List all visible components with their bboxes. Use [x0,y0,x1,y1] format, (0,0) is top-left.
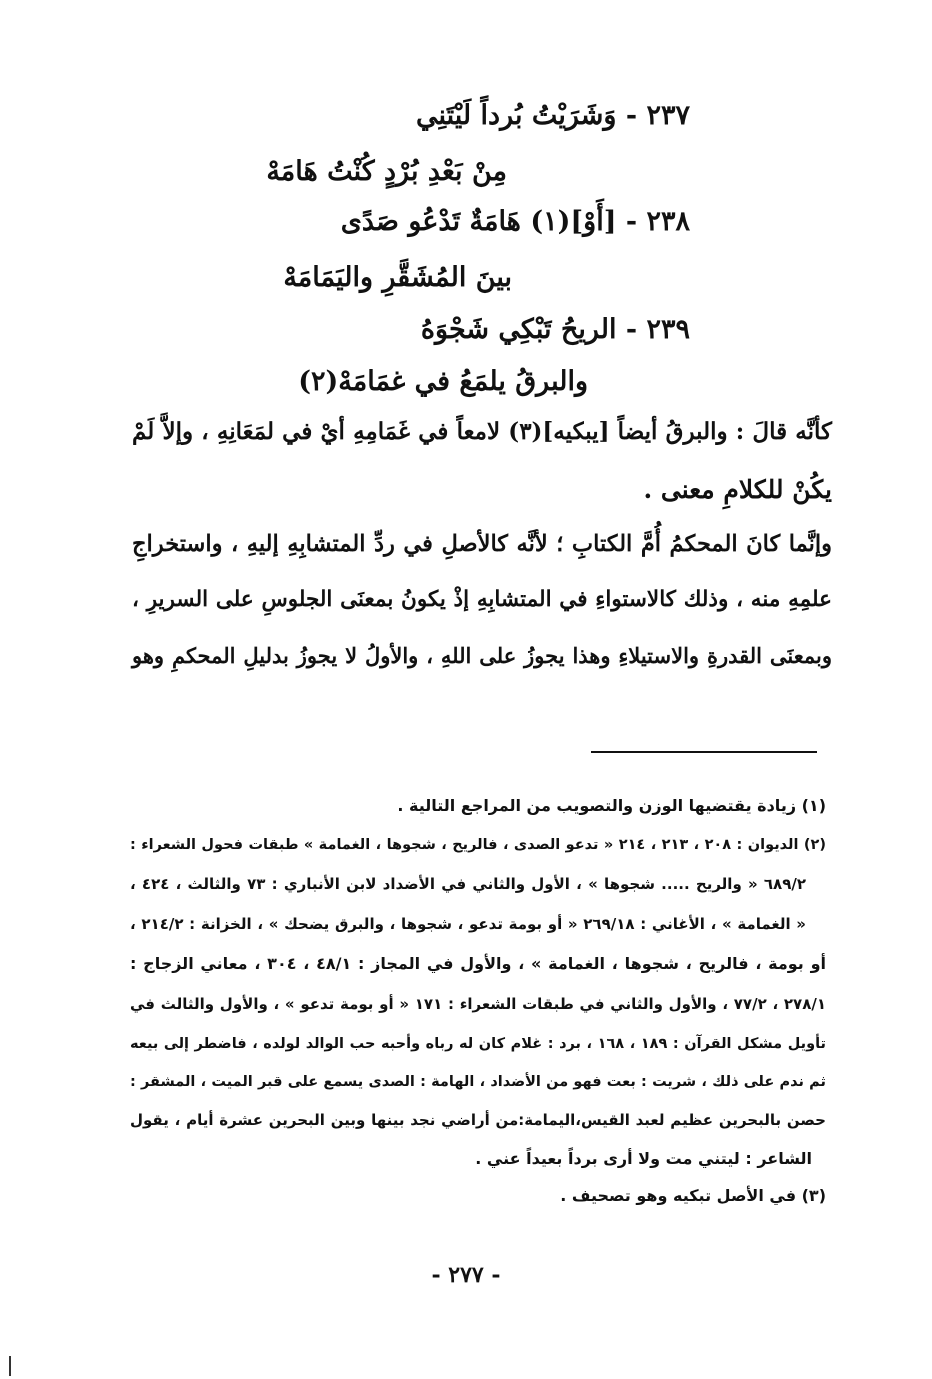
footnote-line: ثم ندم على ذلك ، شريت : بعت فهو من الأضداد ، الهامة : الصدى يسمع على قبر الميت ، المشقر : [130,1074,826,1090]
page-number: - ٢٧٧ - [431,1262,501,1288]
footnote-separator [591,751,817,753]
body-text-line: علمِهِ منه ، وذلك كالاستواءِ في المتشابِهِ إذْ يكونُ بمعنَى الجلوسِ على السريرِ ، [132,587,832,612]
footnote-line: حصن بالبحرين عظيم لعبد القيس،اليمامة:من أراضي نجد بينها وبين البحرين عشرة أيام ، يقول [130,1111,826,1129]
footnote-line: « الغمامة » ، الأغاني : ٢٦٩/١٨ « أو بومة تدعو ، شجوها ، والبرق يضحك » ، الخزانة : ٢١٤/٢ ، [130,915,806,933]
footnote-line: أو بومة ، فالريح ، شجوها ، الغمامة » ، والأول في المجاز : ٤٨/١ ، ٣٠٤ ، معاني الزجاج : [130,954,826,973]
verse-line: ٢٣٨ - [أَوْ](١) هَامَةٌ تَدْعُو صَدًى [340,206,690,237]
verse-line: بينَ المُشَقَّرِ واليَمَامَهْ [283,262,512,293]
footnote-line: (٣) في الأصل تبكيه وهو تصحيف . [560,1186,826,1205]
footnote-line: تأويل مشكل القرآن : ١٨٩ ، ١٦٨ ، برد : غلام كان له رباه وأحبه حب الوالد لولده ، فاضطر إلى بيعه [130,1036,827,1052]
scan-edge-mark [9,1356,11,1376]
body-text-line: وبمعنَى القدرةِ والاستيلاءِ وهذا يجوزُ على اللهِ ، والأولُ لا يجوزُ بدليلِ المحكمِ وهو [132,643,832,668]
verse-line: مِنْ بَعْدِ بُرْدٍ كُنْتُ هَامَهْ [266,156,507,187]
footnote-line: الشاعر : ليتني مت ولا أرى برداً بعيداً عني . [475,1149,812,1168]
footnote-line: ٦٨٩/٢ « والريح ..... شجوها » ، الأول والثاني في الأضداد لابن الأنباري : ٧٣ والثالث ، ٤٢٤ ، [130,875,806,893]
footnote-line: (٢) الديوان : ٢٠٨ ، ٢١٣ ، ٢١٤ « تدعو الصدى ، فالريح ، شجوها ، الغمامة » طبقات فحول الشعراء : [130,837,826,853]
footnote-line: ٢٧٨/١ ، ٧٧/٢ ، والأول والثاني في طبقات الشعراء : ١٧١ « أو بومة تدعو » ، والأول والثالث في [130,995,826,1013]
body-text-line: وإنَّما كانَ المحكمُ أُمَّ الكتابِ ؛ لأنَّه كالأصلِ في ردِّ المتشابِهِ إليهِ ، واستخراجِ [132,531,832,557]
verse-line: ٢٣٧ - وَشَرَيْتُ بُرداً لَيْتَنِي [415,100,690,131]
footnote-line: (١) زيادة يقتضيها الوزن والتصويب من المراجع التالية . [397,796,826,815]
body-text-line: يكُنْ للكلامِ معنى . [643,475,832,504]
verse-line: والبرقُ يلمَعُ في غمَامَهْ(٢) [298,366,588,397]
verse-line: ٢٣٩ - الريحُ تَبْكِي شَجْوَهُ [420,314,690,345]
body-text-line: كأنَّه قالَ : والبرقُ أيضاً [يبكيه](٣) لامعاً في غَمَامِهِ أيْ في لمَعَانِهِ ، وإلاَّ لَمْ [132,418,832,445]
